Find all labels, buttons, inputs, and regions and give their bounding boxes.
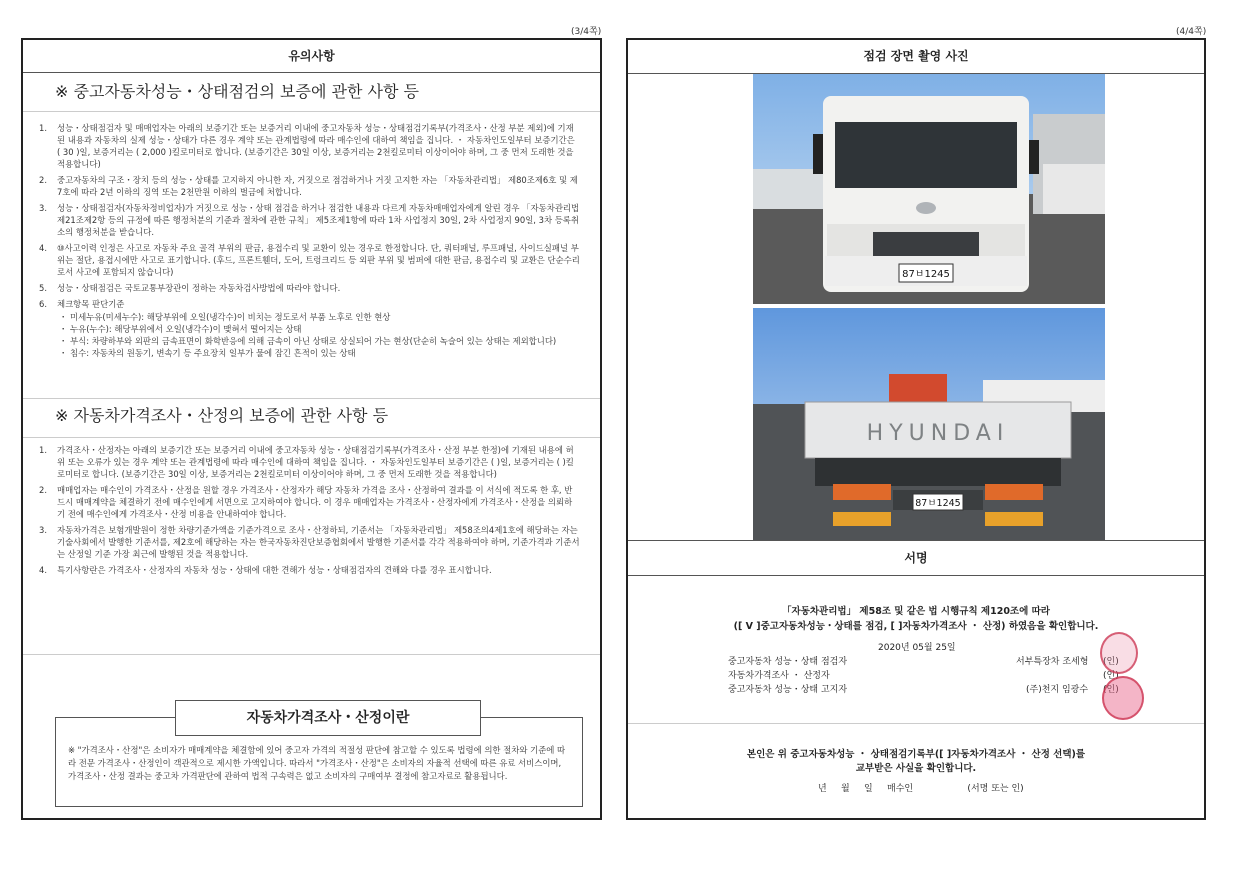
criteria-item: ・ 미세누유(미세누수): 해당부위에 오일(냉각수)이 비치는 정도로서 부품 노후로 인한 현상 [59,312,391,322]
list-item [37,174,580,198]
front-plate-text: 87ㅂ1245 [902,269,950,280]
item-text: ⑩사고이력 인정은 사고로 자동차 주요 골격 부위의 판금, 용접수리 및 교환이 있는 경우로 한정합니다. 단, 쿼터패널, 루프패널, 사이드실패널 부위는 절단, 용접시에만 사고로 표기합니다. (후드, 프론트휀더, 도어, 트렁크리드 등 외판 부위 및 범퍼에 대한 판금, 용접수리 및 교환은 단순수리로서 사고에 포함되지 않습니다) [57,243,580,277]
item-number: 3. [39,203,47,213]
rear-plate-text: 87ㅂ1245 [915,498,961,509]
item-number: 6. [39,299,47,309]
list-item [37,298,580,310]
list-item [37,202,580,238]
left-page-number: (3/4쪽) [571,27,602,37]
criteria-item: ・ 누유(누수): 해당부위에서 오일(냉각수)이 맺혀서 떨어지는 상태 [59,324,302,334]
list-item [37,524,580,560]
item-number: 1. [39,123,47,133]
section1-list [23,112,600,398]
list-item [37,444,580,480]
item-text: 성능・상태점검자 및 매매업자는 아래의 보증기간 또는 보증거리 이내에 중고자동차 성능・상태점검기록부(가격조사・산정 부분 제외)에 기재된 내용과 자동차의 실제 성능・상태가 다른 경우 계약 또는 관계법령에 따라 매수인에 대하여 책임을 집니다. ・ 자동차인도일부터 보증기간은 ( 30 )일, 보증거리는 ( 2,000 )킬로미터로 합니다. (보증기간은 30일 이상, 보증거리는 2천킬로미터 이상이어야 하며, 그 중 먼저 도래한 것을 적용합니다) [57,123,575,169]
item-number: 2. [39,175,47,185]
item-text: 체크항목 판단기준 [57,299,125,309]
photo-header: 점검 장면 촬영 사진 [628,40,1204,74]
list-item [37,564,580,576]
rear-brand-text: HYUNDAI [866,421,1010,446]
seal-stamp-2 [1102,676,1144,720]
notes-panel [21,38,602,820]
item-text: 성능・상태점검자(자동차정비업자)가 거짓으로 성능・상태 점검을 하거나 점검한 내용과 다르게 자동차매매업자에게 알린 경우 「자동차관리법 제21조제2항 등의 규정에 따른 행정처분의 기준과 절차에 관한 규칙」 제5조제1항에 따라 1차 사업정지 30일, 2차 사업정지 90일, 3차 등록취소의 행정처분을 받습니다. [57,203,580,237]
criteria-item: ・ 부식: 차량하부와 외판의 금속표면이 화학반응에 의해 금속이 아닌 상태로 상실되어 가는 현상(단순히 녹슬어 있는 상태는 제외합니다) [59,336,557,346]
list-item [37,242,580,278]
item-text: 매매업자는 매수인이 가격조사・산정을 원할 경우 가격조사・산정자가 해당 자동차 가격을 조사・산정하여 결과를 이 서식에 적도록 한 후, 반드시 매매계약을 체결하기 전에 매수인에게 서면으로 고지하여야 합니다. 이 경우 매매업자는 가격조사・산정자에게 가격조사・산정을 의뢰하기 전에 매수인에게 가격조사・산정 비용을 안내하여야 합니다. [57,485,573,519]
right-page-number: (4/4쪽) [1176,27,1207,37]
sign-date: 2020년 05월 25일 [878,643,956,653]
law-line-1: 「자동차관리법」 제58조 및 같은 법 시행규칙 제120조에 따라 [782,606,1050,617]
item-text: 중고자동차의 구조・장치 등의 성능・상태를 고지하지 아니한 자, 거짓으로 점검하거나 거짓 고지한 자는 「자동차관리법」 제80조제6호 및 제7호에 따라 2년 이하의 징역 또는 2천만원 이하의 벌금에 처합니다. [57,175,578,197]
front-truck-photo [753,74,1105,304]
item-number: 3. [39,525,47,535]
signer-role-3: 중고자동차 성능・상태 고지자 [728,685,848,695]
law-line-2: ([ V ]중고자동차성능・상태를 점검, [ ]자동차가격조사 ・ 산정) 하였음을 확인합니다. [733,621,1099,632]
price-note-text: ※ "가격조사・산정"은 소비자가 매매계약을 체결함에 있어 중고자 가격의 적절성 판단에 참고할 수 있도록 법령에 의한 절차와 기준에 따라 전문 가격조사・산정인이 객관적으로 제시한 가액입니다. 따라서 "가격조사・산정"은 소비자의 자율적 선택에 따른 유료 서비스이며, 가격조사・산정 결과는 중고차 가격판단에 관하여 법적 구속력은 없고 소비자의 구매여부 결정에 참고자료로 활용됩니다. [68,745,566,781]
notes-header: 유의사항 [23,40,600,73]
item-number: 1. [39,445,47,455]
item-number: 4. [39,243,47,253]
confirm-line-2: 교부받은 사실을 확인합니다. [855,763,977,774]
buyer-line: 년 월 일 매수인 (서명 또는 인) [818,784,1024,794]
list-item [37,484,580,520]
item-text: 성능・상태점검은 국토교통부장관이 정하는 자동차검사방법에 따라야 합니다. [57,283,341,293]
signer-mark-1: (인) [1103,657,1119,667]
criteria-item: ・ 침수: 자동차의 원동기, 변속기 등 주요장치 일부가 물에 잠긴 흔적이 있는 상태 [59,348,356,358]
check-criteria-list [37,311,580,359]
item-text: 가격조사・산정자는 아래의 보증기간 또는 보증거리 이내에 중고자동차 성능・상태점검기록부(가격조사・산정 부분 한정)에 기재된 내용에 허위 또는 오류가 있는 경우 계약 또는 관계법령에 따라 매수인에 대하여 책임을 집니다. ・ 자동차인도일부터 보증기간은 ( )일, 보증거리는 ( )킬로미터로 합니다. (보증기간은 30일 이상, 보증거리는 2천킬로미터 이상이어야 하며, 그 중 먼저 도래한 것을 적용합니다) [57,445,574,479]
section2-list [23,438,600,654]
item-text: 특기사항란은 가격조사・산정자의 자동차 성능・상태에 대한 견해가 성능・상태점검자의 견해와 다를 경우 표시합니다. [57,565,492,575]
signer-name-3: (주)천지 임광수 [1026,685,1089,695]
confirm-line-1: 본인은 위 중고자동차성능 ・ 상태점검기록부([ ]자동차가격조사 ・ 산정 선택)를 [746,749,1086,760]
signer-mark-2: (인) [1103,671,1119,681]
signer-role-2: 자동차가격조사 ・ 산정자 [728,671,830,681]
list-item [37,282,580,294]
section2-title: ※ 자동차가격조사・산정의 보증에 관한 사항 등 [23,399,600,438]
sign-header: 서명 [628,541,1204,576]
signer-name-1: 서부특장차 조세형 [1016,657,1089,667]
photo-sign-panel [626,38,1206,820]
seal-stamp-1 [1100,632,1138,674]
item-number: 2. [39,485,47,495]
item-text: 자동차가격은 보험개발원이 정한 차량기준가액을 기준가격으로 조사・산정하되, 기준서는 「자동차관리법」 제58조의4제1호에 해당하는 자는 기술사회에서 발행한 기준서를, 제2호에 해당하는 자는 한국자동차진단보증협회에서 발행한 기준서를 각각 적용하여야 하며, 기준가격과 기준서는 산정일 기준 가장 최근에 발행된 것을 적용합니다. [57,525,580,559]
item-number: 5. [39,283,47,293]
item-number: 4. [39,565,47,575]
signer-role-1: 중고자동차 성능・상태 점검자 [728,657,848,667]
section1-title: ※ 중고자동차성능・상태점검의 보증에 관한 사항 등 [23,73,600,112]
signer-mark-3: (인) [1103,685,1119,695]
price-note-title: 자동차가격조사・산정이란 [175,700,481,736]
list-item [37,122,580,170]
rear-truck-photo [753,308,1105,540]
